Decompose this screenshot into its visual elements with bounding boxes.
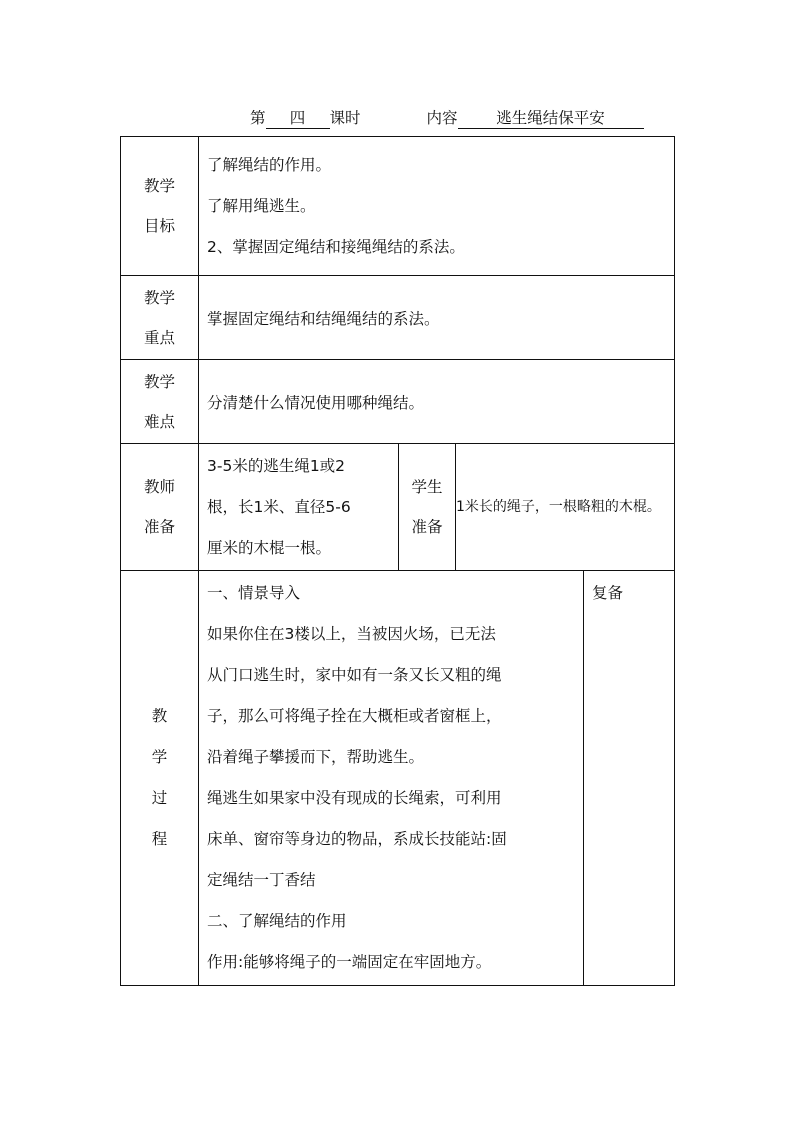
student-prep-content: 1米长的绳子，一根略粗的木棍。: [456, 444, 675, 571]
process-line: 一、情景导入: [207, 584, 301, 602]
lesson-number: 四: [266, 108, 330, 129]
teacher-prep-label: 教师 准备: [121, 444, 199, 571]
process-line: 床单、窗帘等身边的物品，系成长技能站:固: [207, 830, 507, 848]
difficulties-row: [121, 360, 675, 444]
key-points-label: 教学 重点: [121, 276, 199, 360]
process-label: 教 学 过 程: [121, 571, 199, 986]
content-title: 逃生绳结保平安: [458, 108, 644, 129]
content-label: 内容: [426, 109, 458, 127]
lesson-header: [250, 106, 644, 130]
difficulties-content: 分清楚什么情况使用哪种绳结。: [199, 360, 675, 444]
process-line: 从门口逃生时，家中如有一条又长又粗的绳: [207, 666, 502, 684]
lesson-suffix: 课时: [329, 109, 361, 127]
key-points-row: [121, 276, 675, 360]
objective-item: 2、掌握固定绳结和接绳绳结的系法。: [207, 237, 465, 256]
objectives-content: [199, 137, 675, 276]
objective-item: 了解绳结的作用。: [207, 155, 332, 174]
preparation-row: [121, 444, 675, 571]
key-points-content: 掌握固定绳结和结绳绳结的系法。: [199, 276, 675, 360]
teacher-prep-content: 3-5米的逃生绳1或2 根，长1米、直径5-6 厘米的木棍一根。: [199, 444, 399, 571]
process-line: 定绳结一丁香结: [207, 871, 316, 889]
difficulties-label: 教学 难点: [121, 360, 199, 444]
process-row: [121, 571, 675, 986]
process-line: 二、了解绳结的作用: [207, 912, 347, 930]
notes-label: 复备: [592, 584, 624, 602]
process-line: 子，那么可将绳子拴在大概柜或者窗框上，: [207, 707, 502, 725]
notes-column: [584, 571, 675, 986]
objectives-label: 教学 目标: [121, 137, 199, 276]
process-line: 绳逃生如果家中没有现成的长绳索，可利用: [207, 789, 502, 807]
process-line: 如果你住在3楼以上，当被因火场，已无法: [207, 625, 496, 643]
student-prep-label: 学生 准备: [399, 444, 456, 571]
lesson-plan-table: [120, 136, 675, 986]
objectives-row: [121, 137, 675, 276]
objective-item: 了解用绳逃生。: [207, 196, 316, 215]
lesson-prefix: 第: [250, 109, 266, 127]
process-line: 作用:能够将绳子的一端固定在牢固地方。: [207, 953, 492, 971]
process-content: [199, 571, 584, 986]
process-line: 沿着绳子攀援而下，帮助逃生。: [207, 748, 425, 766]
